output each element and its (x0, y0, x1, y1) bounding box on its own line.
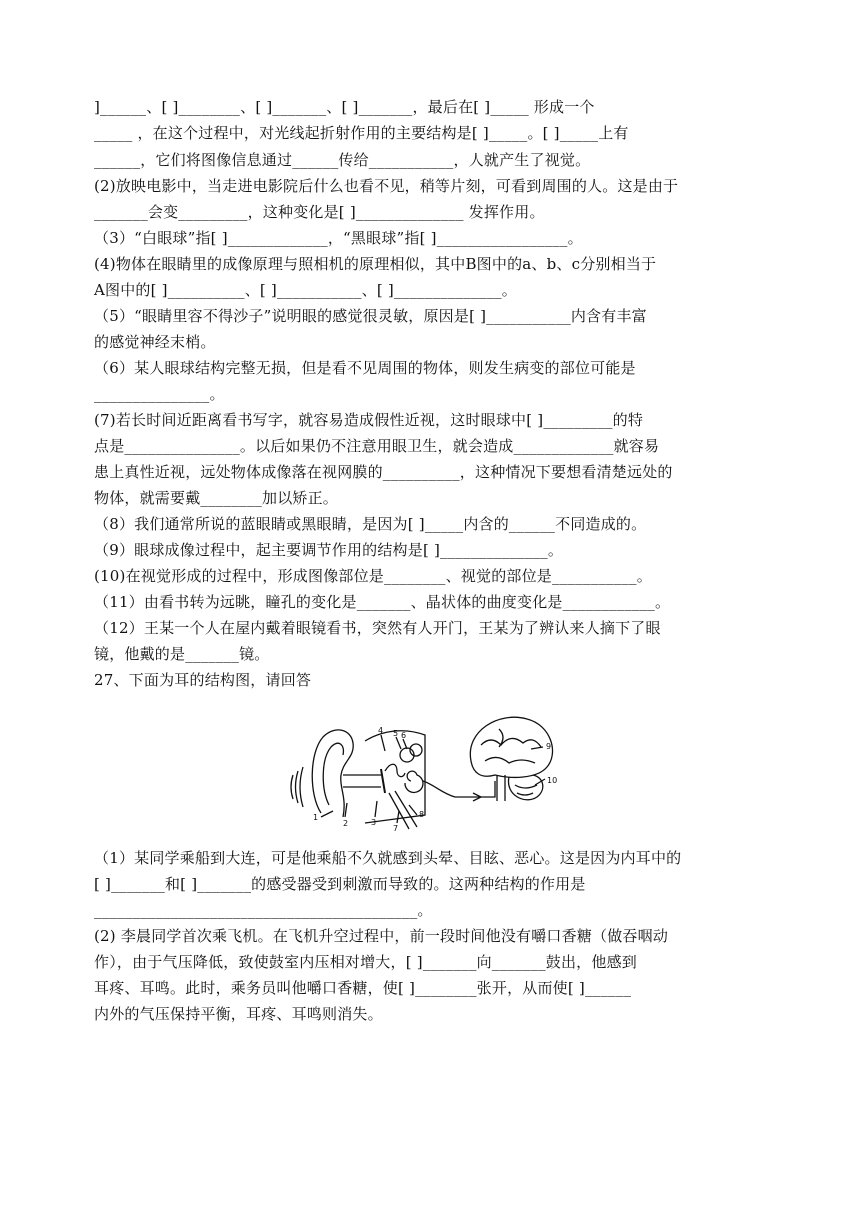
diagram-label: 7 (393, 824, 399, 833)
text-line: (4)物体在眼睛里的成像原理与照相机的原理相似，其中B图中的a、b、c分别相当于 (94, 255, 657, 273)
ear-diagram-svg (285, 705, 560, 833)
text-line: (2)放映电影中，当走进电影院后什么也看不见，稍等片刻，可看到周围的人。这是由于 (94, 177, 679, 195)
question-27-heading: 27、下面为耳的结构图，请回答 (94, 671, 312, 689)
text-line: 耳疼、耳鸣。此时，乘务员叫他嚼口香糖，使[ ]________张开，从而使[ ]______ (94, 979, 632, 997)
eardrum (381, 769, 385, 793)
label-leaders (321, 735, 545, 823)
brain-folds (481, 729, 541, 763)
text-line: ______，它们将图像信息通过______传给___________，人就产生了视觉。 (94, 151, 591, 169)
diagram-label: 2 (343, 819, 349, 828)
text-line: 的感觉神经末梢。 (94, 333, 216, 351)
text-line: 点是_______________。以后如果仍不注意用眼卫生，就会造成_____________就容易 (94, 437, 660, 455)
diagram-label: 9 (546, 742, 552, 751)
ossicles (385, 764, 405, 776)
diagram-label: 1 (313, 813, 319, 822)
text-line: __________________________________________。 (94, 901, 433, 919)
text-line: （12）王某一个人在屋内戴着眼镜看书，突然有人开门，王某为了辨认来人摘下了眼 (94, 619, 661, 637)
cerebellum-folds (515, 785, 537, 795)
sound-wave (296, 771, 299, 803)
text-line: (10)在视觉形成的过程中，形成图像部位是________、视觉的部位是___________。 (94, 567, 652, 585)
text-line: _____ ，在这个过程中，对光线起折射作用的主要结构是[ ]_____。[ ]_____上有 (94, 124, 629, 142)
text-line: 患上真性近视，远处物体成像落在视网膜的__________，这种情况下要想看清楚远处的 (94, 463, 673, 481)
text-line: （11）由看书转为远眺，瞳孔的变化是_______、晶状体的曲度变化是____________。 (94, 593, 671, 611)
diagram-label: 4 (378, 726, 384, 735)
diagram-label: 3 (371, 818, 377, 827)
text-line: 物体，就需要戴________加以矫正。 (94, 489, 339, 507)
auditory-nerve (423, 781, 481, 797)
text-line: (2) 李晨同学首次乘飞机。在飞机升空过程中，前一段时间他没有嚼口香糖（做吞咽动 (94, 927, 669, 945)
text-line: （1）某同学乘船到大连，可是他乘船不久就感到头晕、目眩、恶心。这是因为内耳中的 (94, 849, 682, 867)
text-line: [ ]_______和[ ]_______的感受器受到刺激而导致的。这两种结构的作用是 (94, 875, 586, 893)
diagram-label: 8 (419, 810, 425, 819)
text-line: ]______、[ ]________、[ ]_______、[ ]_______，最后在[ ]_____ 形成一个 (94, 98, 595, 116)
auditory-nerve (481, 781, 495, 797)
text-line: （6）某人眼球结构完整无损，但是看不见周围的物体，则发生病变的部位可能是 (94, 359, 636, 377)
diagram-label: 10 (547, 776, 558, 785)
cochlea (405, 771, 423, 792)
brainstem (497, 775, 505, 801)
diagram-label: 5 (393, 729, 399, 738)
text-line: （3）“白眼球”指[ ]_____________，“黑眼球”指[ ]_________________。 (94, 229, 583, 247)
sound-wave (291, 775, 293, 799)
sound-wave (300, 767, 303, 807)
text-line: （5）“眼睛里容不得沙子”说明眼的感觉很灵敏，原因是[ ]___________内含有丰富 (94, 307, 647, 325)
text-line: 镜，他戴的是_______镜。 (94, 645, 270, 663)
diagram-label: 6 (401, 731, 407, 740)
text-line: _______________。 (94, 385, 225, 403)
auricle-inner (323, 743, 343, 805)
text-line: (7)若长时间近距离看书写字，就容易造成假性近视，这时眼球中[ ]_________的特 (94, 411, 644, 429)
text-line: A图中的[ ]__________、[ ]___________、[ ]______________。 (94, 281, 517, 299)
text-line: （8）我们通常所说的蓝眼睛或黑眼睛，是因为[ ]_____内含的______不同造成的。 (94, 515, 647, 533)
text-line: _______会变_________，这种变化是[ ]______________ 发挥作用。 (94, 203, 545, 221)
ear-canal (343, 775, 381, 787)
text-line: 作），由于气压降低，致使鼓室内压相对增大，[ ]_______向_______鼓出，他感到 (94, 953, 637, 971)
text-line: 内外的气压保持平衡，耳疼、耳鸣则消失。 (94, 1005, 383, 1023)
ear-structure-diagram (285, 705, 560, 833)
text-line: （9）眼球成像过程中，起主要调节作用的结构是[ ]______________。 (94, 541, 564, 559)
